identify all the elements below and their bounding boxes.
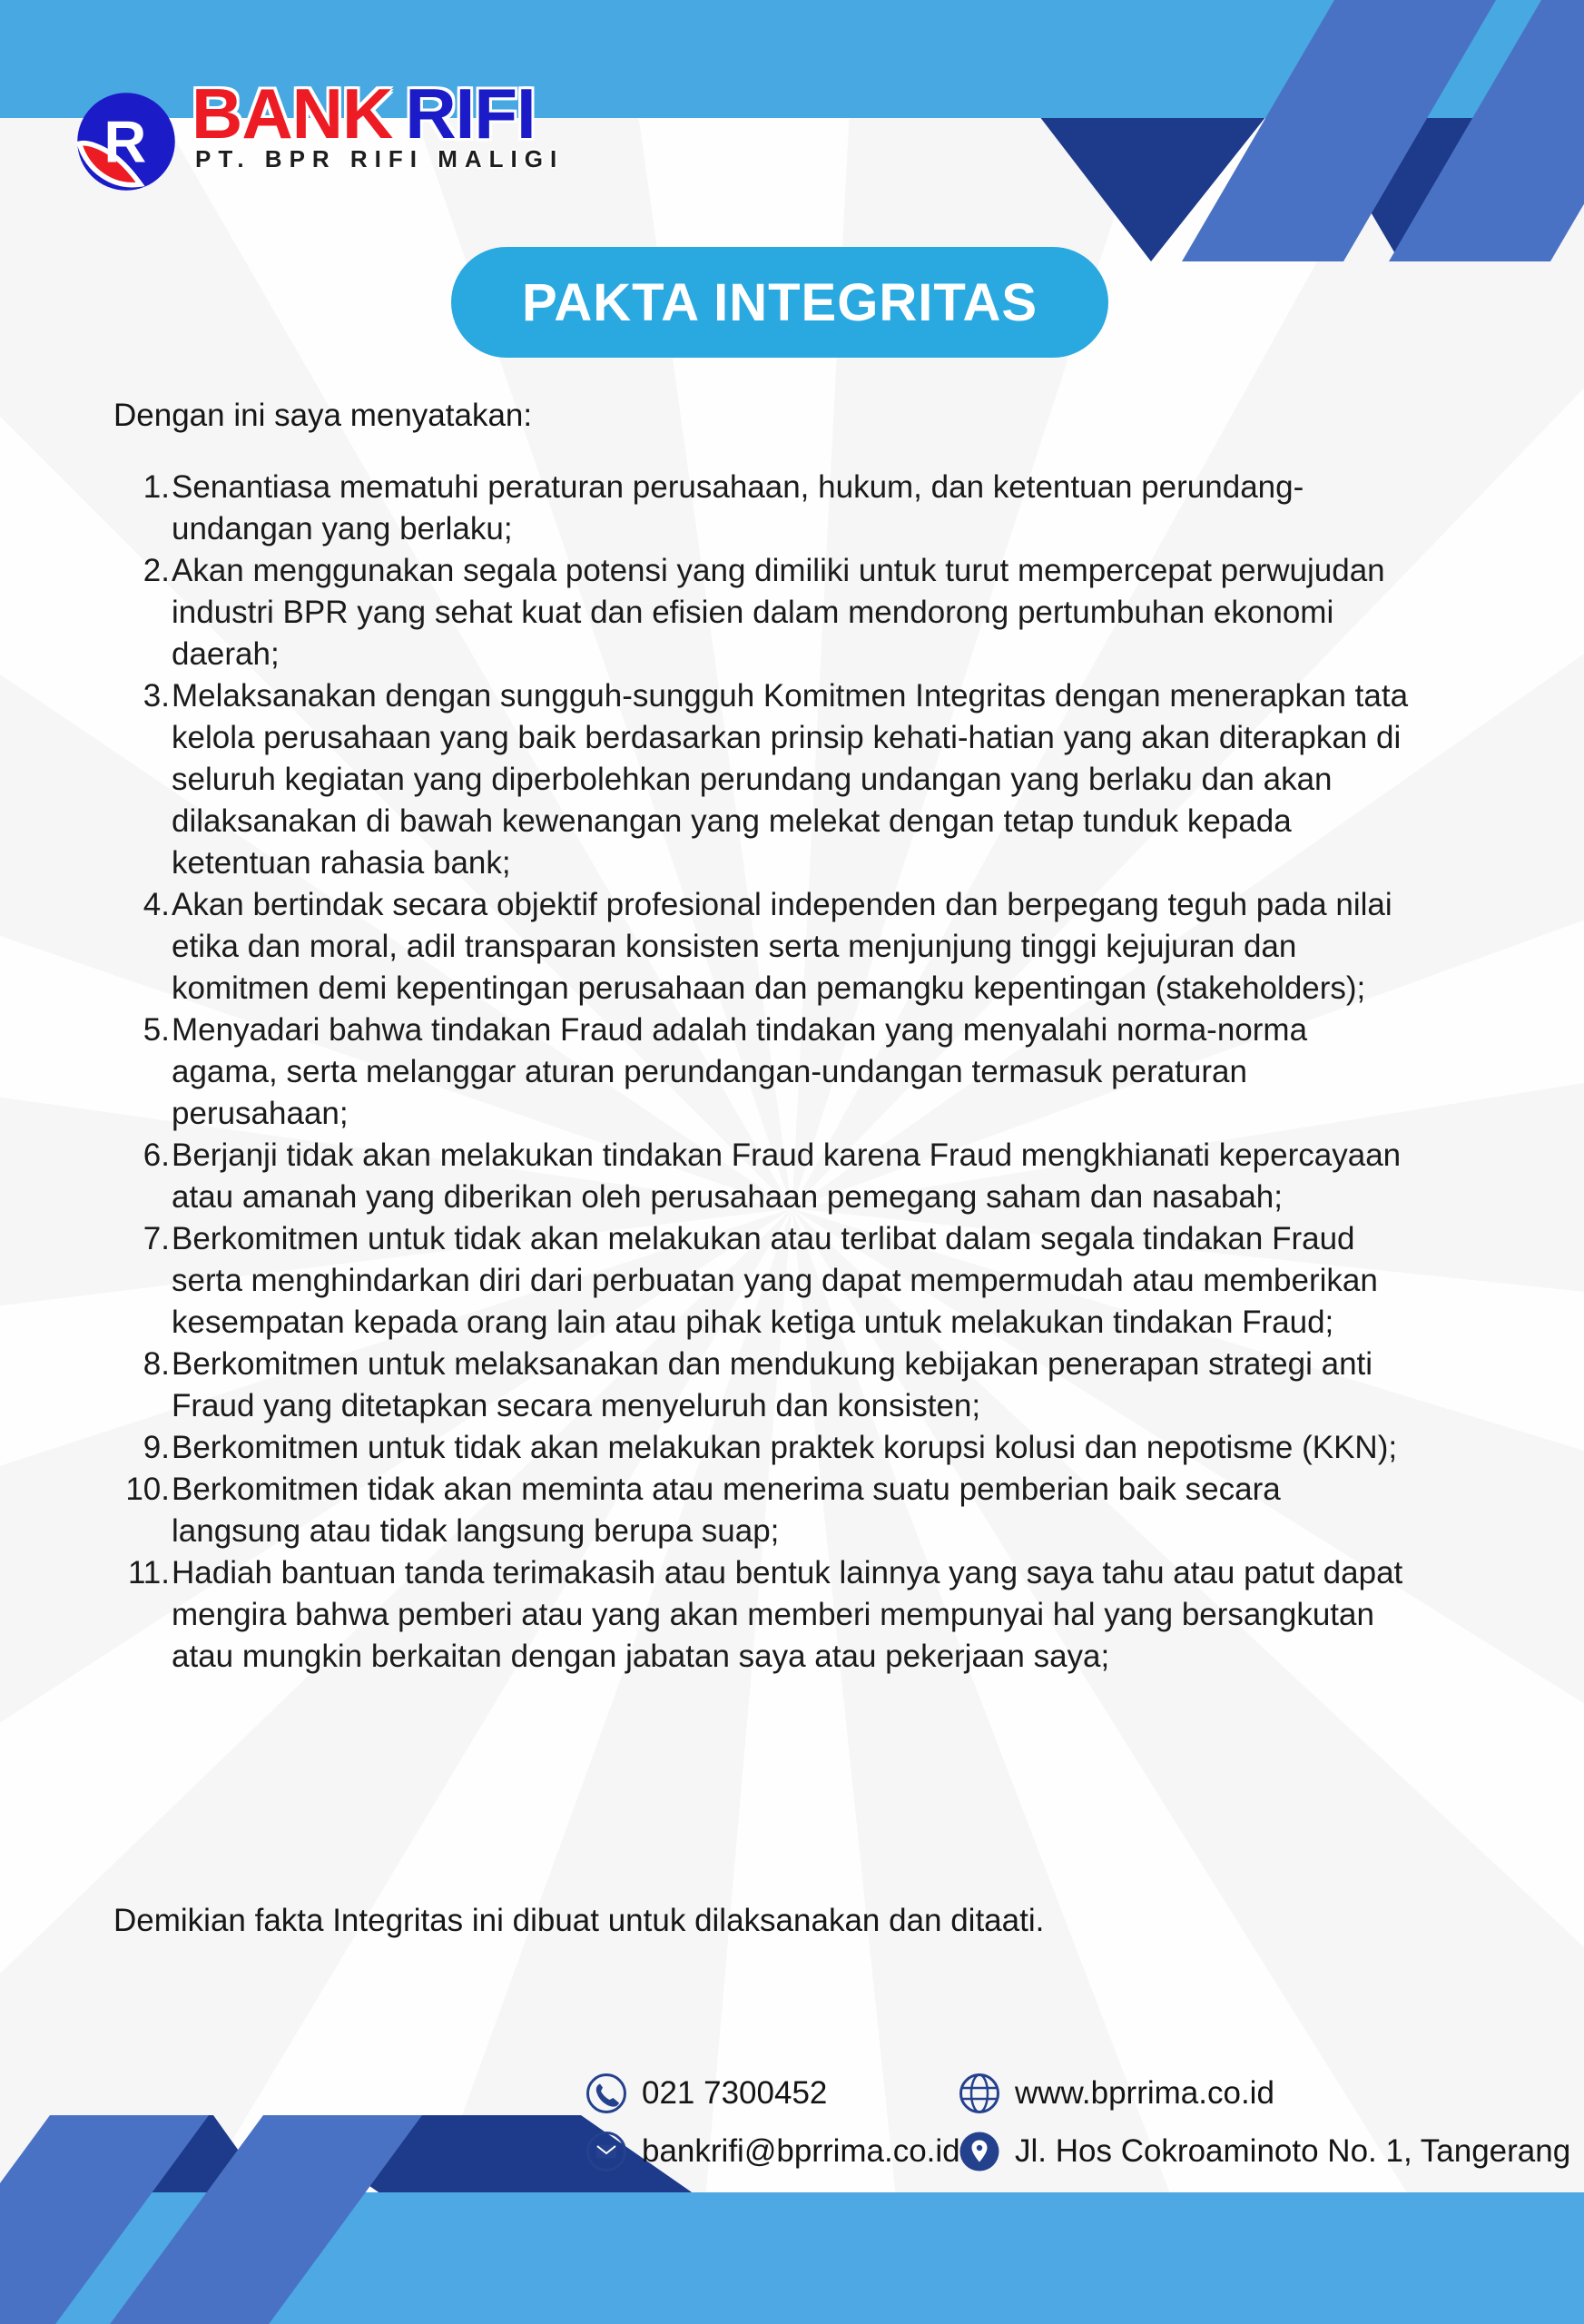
contact-website (959, 2072, 1570, 2115)
list-item-number: 7. (143, 1221, 170, 1256)
phone-number: 021 7300452 (642, 2075, 828, 2111)
list-item-number: 3. (143, 678, 170, 714)
mail-icon (585, 2131, 627, 2172)
list-item (113, 467, 1428, 550)
contact-email (585, 2130, 960, 2173)
list-item-number: 1. (143, 469, 170, 505)
logo-subtitle: PT. BPR RIFI MALIGI (195, 145, 565, 172)
contact-address (959, 2130, 1570, 2173)
list-item (113, 884, 1428, 1009)
footer-ribbon-decoration (0, 2024, 1584, 2324)
list-item-text: Senantiasa mematuhi peraturan perusahaan, hukum, dan ketentuan perundang-undangan yang berlaku; (172, 469, 1304, 547)
footer-contact-column-right (959, 2072, 1570, 2173)
list-item-number: 2. (143, 553, 170, 588)
svg-text:R: R (103, 108, 147, 175)
list-item-text: Akan bertindak secara objektif profesional independen dan berpegang teguh pada nilai etika dan moral, adil transparan konsisten serta menjunjung tinggi kejujuran dan komitmen demi kepentingan perusahaan dan pemangku kepentingan (stakeholders); (172, 887, 1392, 1006)
page-title: PAKTA INTEGRITAS (521, 272, 1038, 332)
logo-word-rifi: RIFI (405, 74, 536, 153)
email-address: bankrifi@bprrima.co.id (642, 2133, 960, 2169)
list-item (113, 1344, 1428, 1427)
list-item (113, 1427, 1428, 1469)
website-url: www.bprrima.co.id (1015, 2075, 1274, 2111)
list-item-number: 9. (143, 1430, 170, 1465)
list-item (113, 1469, 1428, 1552)
list-item-number: 6. (143, 1137, 170, 1173)
pin-icon (959, 2131, 1000, 2172)
bank-rifi-logo-mark-icon (75, 91, 177, 192)
list-item (113, 675, 1428, 884)
list-item-text: Berkomitmen untuk tidak akan melakukan praktek korupsi kolusi dan nepotisme (KKN); (172, 1430, 1398, 1465)
list-item-text: Melaksanakan dengan sungguh-sungguh Komitmen Integritas dengan menerapkan tata kelola perusahaan yang baik berdasarkan prinsip kehati-hatian yang akan diterapkan di seluruh kegiatan yang diperbolehkan perundang undangan yang berlaku dan akan dilaksanakan di bawah kewenangan yang melekat dengan tetap tunduk kepada ketentuan rahasia bank; (172, 678, 1409, 881)
list-item-number: 10. (125, 1472, 170, 1507)
street-address: Jl. Hos Cokroaminoto No. 1, Tangerang (1015, 2133, 1571, 2169)
list-item-text: Berkomitmen untuk tidak akan melakukan atau terlibat dalam segala tindakan Fraud serta menghindarkan diri dari perbuatan yang dapat mempermudah atau memberikan kesempatan kepada orang lain atau pihak ketiga untuk melakukan tindakan Fraud; (172, 1221, 1378, 1340)
list-item-text: Berkomitmen untuk melaksanakan dan mendukung kebijakan penerapan strategi anti Fraud yang ditetapkan secara menyeluruh dan konsisten; (172, 1346, 1373, 1423)
list-item-text: Menyadari bahwa tindakan Fraud adalah tindakan yang menyalahi norma-norma agama, serta melanggar aturan perundangan-undangan termasuk peraturan perusahaan; (172, 1012, 1308, 1131)
list-item-text: Berkomitmen tidak akan meminta atau menerima suatu pemberian baik secara langsung atau tidak langsung berupa suap; (172, 1472, 1281, 1549)
list-item (113, 1552, 1428, 1678)
contact-phone (585, 2072, 960, 2115)
closing-statement: Demikian fakta Integritas ini dibuat untuk dilaksanakan dan ditaati. (113, 1903, 1045, 1938)
list-item (113, 1135, 1428, 1218)
integrity-pact-list (113, 467, 1428, 1678)
globe-icon (959, 2073, 1000, 2114)
title-badge (451, 247, 1108, 358)
logo-word-bank: BANK (192, 74, 393, 153)
list-item-number: 4. (143, 887, 170, 922)
list-item-text: Berjanji tidak akan melakukan tindakan Fraud karena Fraud mengkhianati kepercayaan atau amanah yang diberikan oleh perusahaan pemegang saham dan nasabah; (172, 1137, 1402, 1215)
intro-statement: Dengan ini saya menyatakan: (113, 398, 533, 433)
phone-icon (585, 2073, 627, 2114)
list-item (113, 1218, 1428, 1344)
list-item-text: Akan menggunakan segala potensi yang dimiliki untuk turut mempercepat perwujudan industri BPR yang sehat kuat dan efisien dalam mendorong pertumbuhan ekonomi daerah; (172, 553, 1385, 672)
list-item-number: 5. (143, 1012, 170, 1048)
list-item (113, 550, 1428, 675)
list-item-number: 11. (127, 1555, 170, 1590)
logo-wordmark (192, 74, 536, 153)
list-item-number: 8. (143, 1346, 170, 1382)
footer-contact-column-left (585, 2072, 960, 2173)
list-item-text: Hadiah bantuan tanda terimakasih atau bentuk lainnya yang saya tahu atau patut dapat mengira bahwa pemberi atau yang akan memberi mempunyai hal yang bersangkutan atau mungkin berkaitan dengan jabatan saya atau pekerjaan saya; (172, 1555, 1403, 1674)
list-item (113, 1009, 1428, 1135)
